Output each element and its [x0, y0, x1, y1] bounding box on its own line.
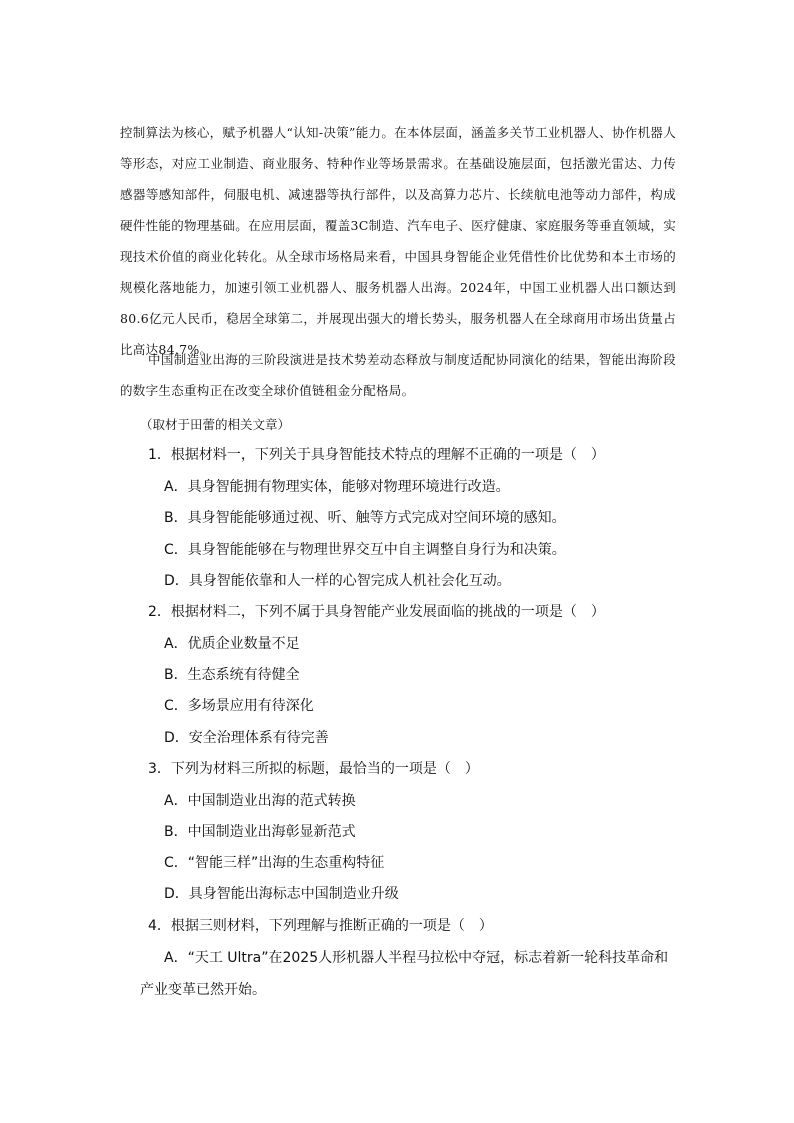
- answer-option: C．具身智能能够在与物理世界交互中自主调整自身行为和决策。: [164, 542, 566, 558]
- question-stem: 2．根据材料二，下列不属于具身智能产业发展面临的挑战的一项是（ ）: [148, 604, 605, 620]
- answer-option: B．具身智能能够通过视、听、触等方式完成对空间环境的感知。: [164, 510, 566, 526]
- material-paragraph: 中国制造业出海的三阶段演进是技术势差动态释放与制度适配协同演化的结果，智能出海阶段的数字生态重构正在改变全球价值链租金分配格局。: [120, 352, 676, 398]
- answer-option: A．具身智能拥有物理实体，能够对物理环境进行改造。: [164, 479, 510, 495]
- answer-option: D．具身智能依靠和人一样的心智完成人机社会化互动。: [164, 573, 511, 589]
- question-stem: 3．下列为材料三所拟的标题，最恰当的一项是（ ）: [148, 761, 479, 777]
- material-paragraph: 控制算法为核心，赋予机器人“认知-决策”能力。在本体层面，涵盖多关节工业机器人、协作机器人等形态，对应工业制造、商业服务、特种作业等场景需求。在基础设施层面，包括激光雷达、力传感器等感知部件，伺服电机、减速器等执行部件，以及高算力芯片、长续航电池等动力部件，构成硬件性能的物理基础。在应用层面，覆盖3C制造、汽车电子、医疗健康、家庭服务等垂直领域，实现技术价值的商业化转化。从全球市场格局来看，中国具身智能企业凭借性价比优势和本土市场的规模化落地能力，加速引领工业机器人、服务机器人出海。2024年，中国工业机器人出口额达到80.6亿元人民币，稳居全球第二，并展现出强大的增长势头，服务机器人在全球商用市场出货量占比高达84.7%。: [120, 125, 676, 357]
- question-stem: 1．根据材料一，下列关于具身智能技术特点的理解不正确的一项是（ ）: [148, 447, 605, 463]
- answer-option: C．“智能三样”出海的生态重构特征: [164, 855, 385, 871]
- answer-option: A．中国制造业出海的范式转换: [164, 793, 356, 809]
- source-note: （取材于田蕾的相关文章）: [140, 417, 291, 432]
- answer-option: D．安全治理体系有待完善: [164, 730, 329, 746]
- question-stem: 4．根据三则材料，下列理解与推断正确的一项是（ ）: [148, 918, 493, 934]
- answer-option: B．中国制造业出海彰显新范式: [164, 824, 356, 840]
- answer-option: C．多场景应用有待深化: [164, 698, 314, 714]
- answer-option: A．“天工 Ultra”在2025人形机器人半程马拉松中夺冠，标志着新一轮科技革命和产业变革已然开始。: [140, 950, 669, 998]
- answer-option: A．优质企业数量不足: [164, 636, 300, 652]
- answer-option: D．具身智能出海标志中国制造业升级: [164, 886, 399, 902]
- answer-option: B．生态系统有待健全: [164, 667, 300, 683]
